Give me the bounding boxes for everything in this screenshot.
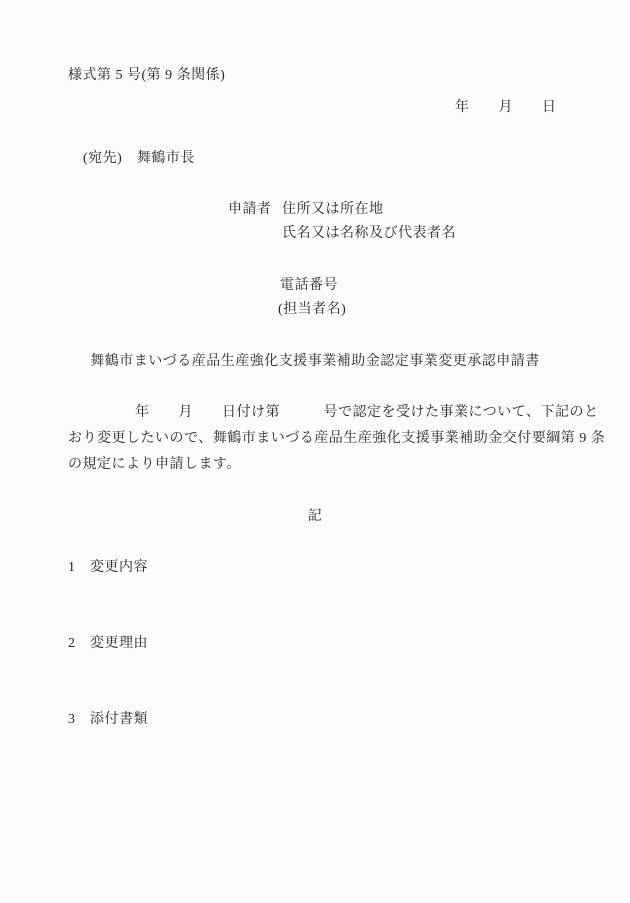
applicant-name-label: 氏名又は名称及び代表者名 bbox=[282, 226, 456, 241]
body-paragraph-line: おり変更したいので、舞鶴市まいづる産品生産強化支援事業補助金交付要綱第 9 条 bbox=[68, 431, 606, 446]
body-paragraph-line: の規定により申請します。 bbox=[68, 457, 241, 472]
date-placeholder: 年 月 日 bbox=[455, 100, 557, 115]
list-item-attachments bbox=[68, 713, 148, 727]
document-title: 舞鶴市まいづる産品生産強化支援事業補助金認定事業変更承認申請書 bbox=[90, 354, 540, 369]
list-item-change-reason bbox=[68, 637, 148, 651]
list-item-label: 変更内容 bbox=[90, 560, 148, 575]
body-paragraph-line: 年 月 日付け第 号で認定を受けた事業について、下記のと bbox=[135, 405, 599, 420]
applicant-phone-label: 電話番号 bbox=[280, 278, 338, 293]
list-item-number: 1 bbox=[68, 560, 76, 575]
list-item-number: 3 bbox=[68, 712, 76, 727]
list-item-label: 添付書類 bbox=[90, 712, 148, 727]
list-item-change-content bbox=[68, 561, 148, 575]
applicant-label: 申請者 bbox=[228, 202, 272, 217]
record-marker: 記 bbox=[307, 509, 323, 524]
applicant-address-label: 住所又は所在地 bbox=[282, 202, 384, 217]
list-item-number: 2 bbox=[68, 636, 76, 651]
addressee-line: (宛先) 舞鶴市長 bbox=[83, 151, 195, 166]
applicant-contact-label: (担当者名) bbox=[278, 302, 347, 317]
form-number: 様式第 5 号(第 9 条関係) bbox=[68, 68, 226, 83]
list-item-label: 変更理由 bbox=[90, 636, 148, 651]
